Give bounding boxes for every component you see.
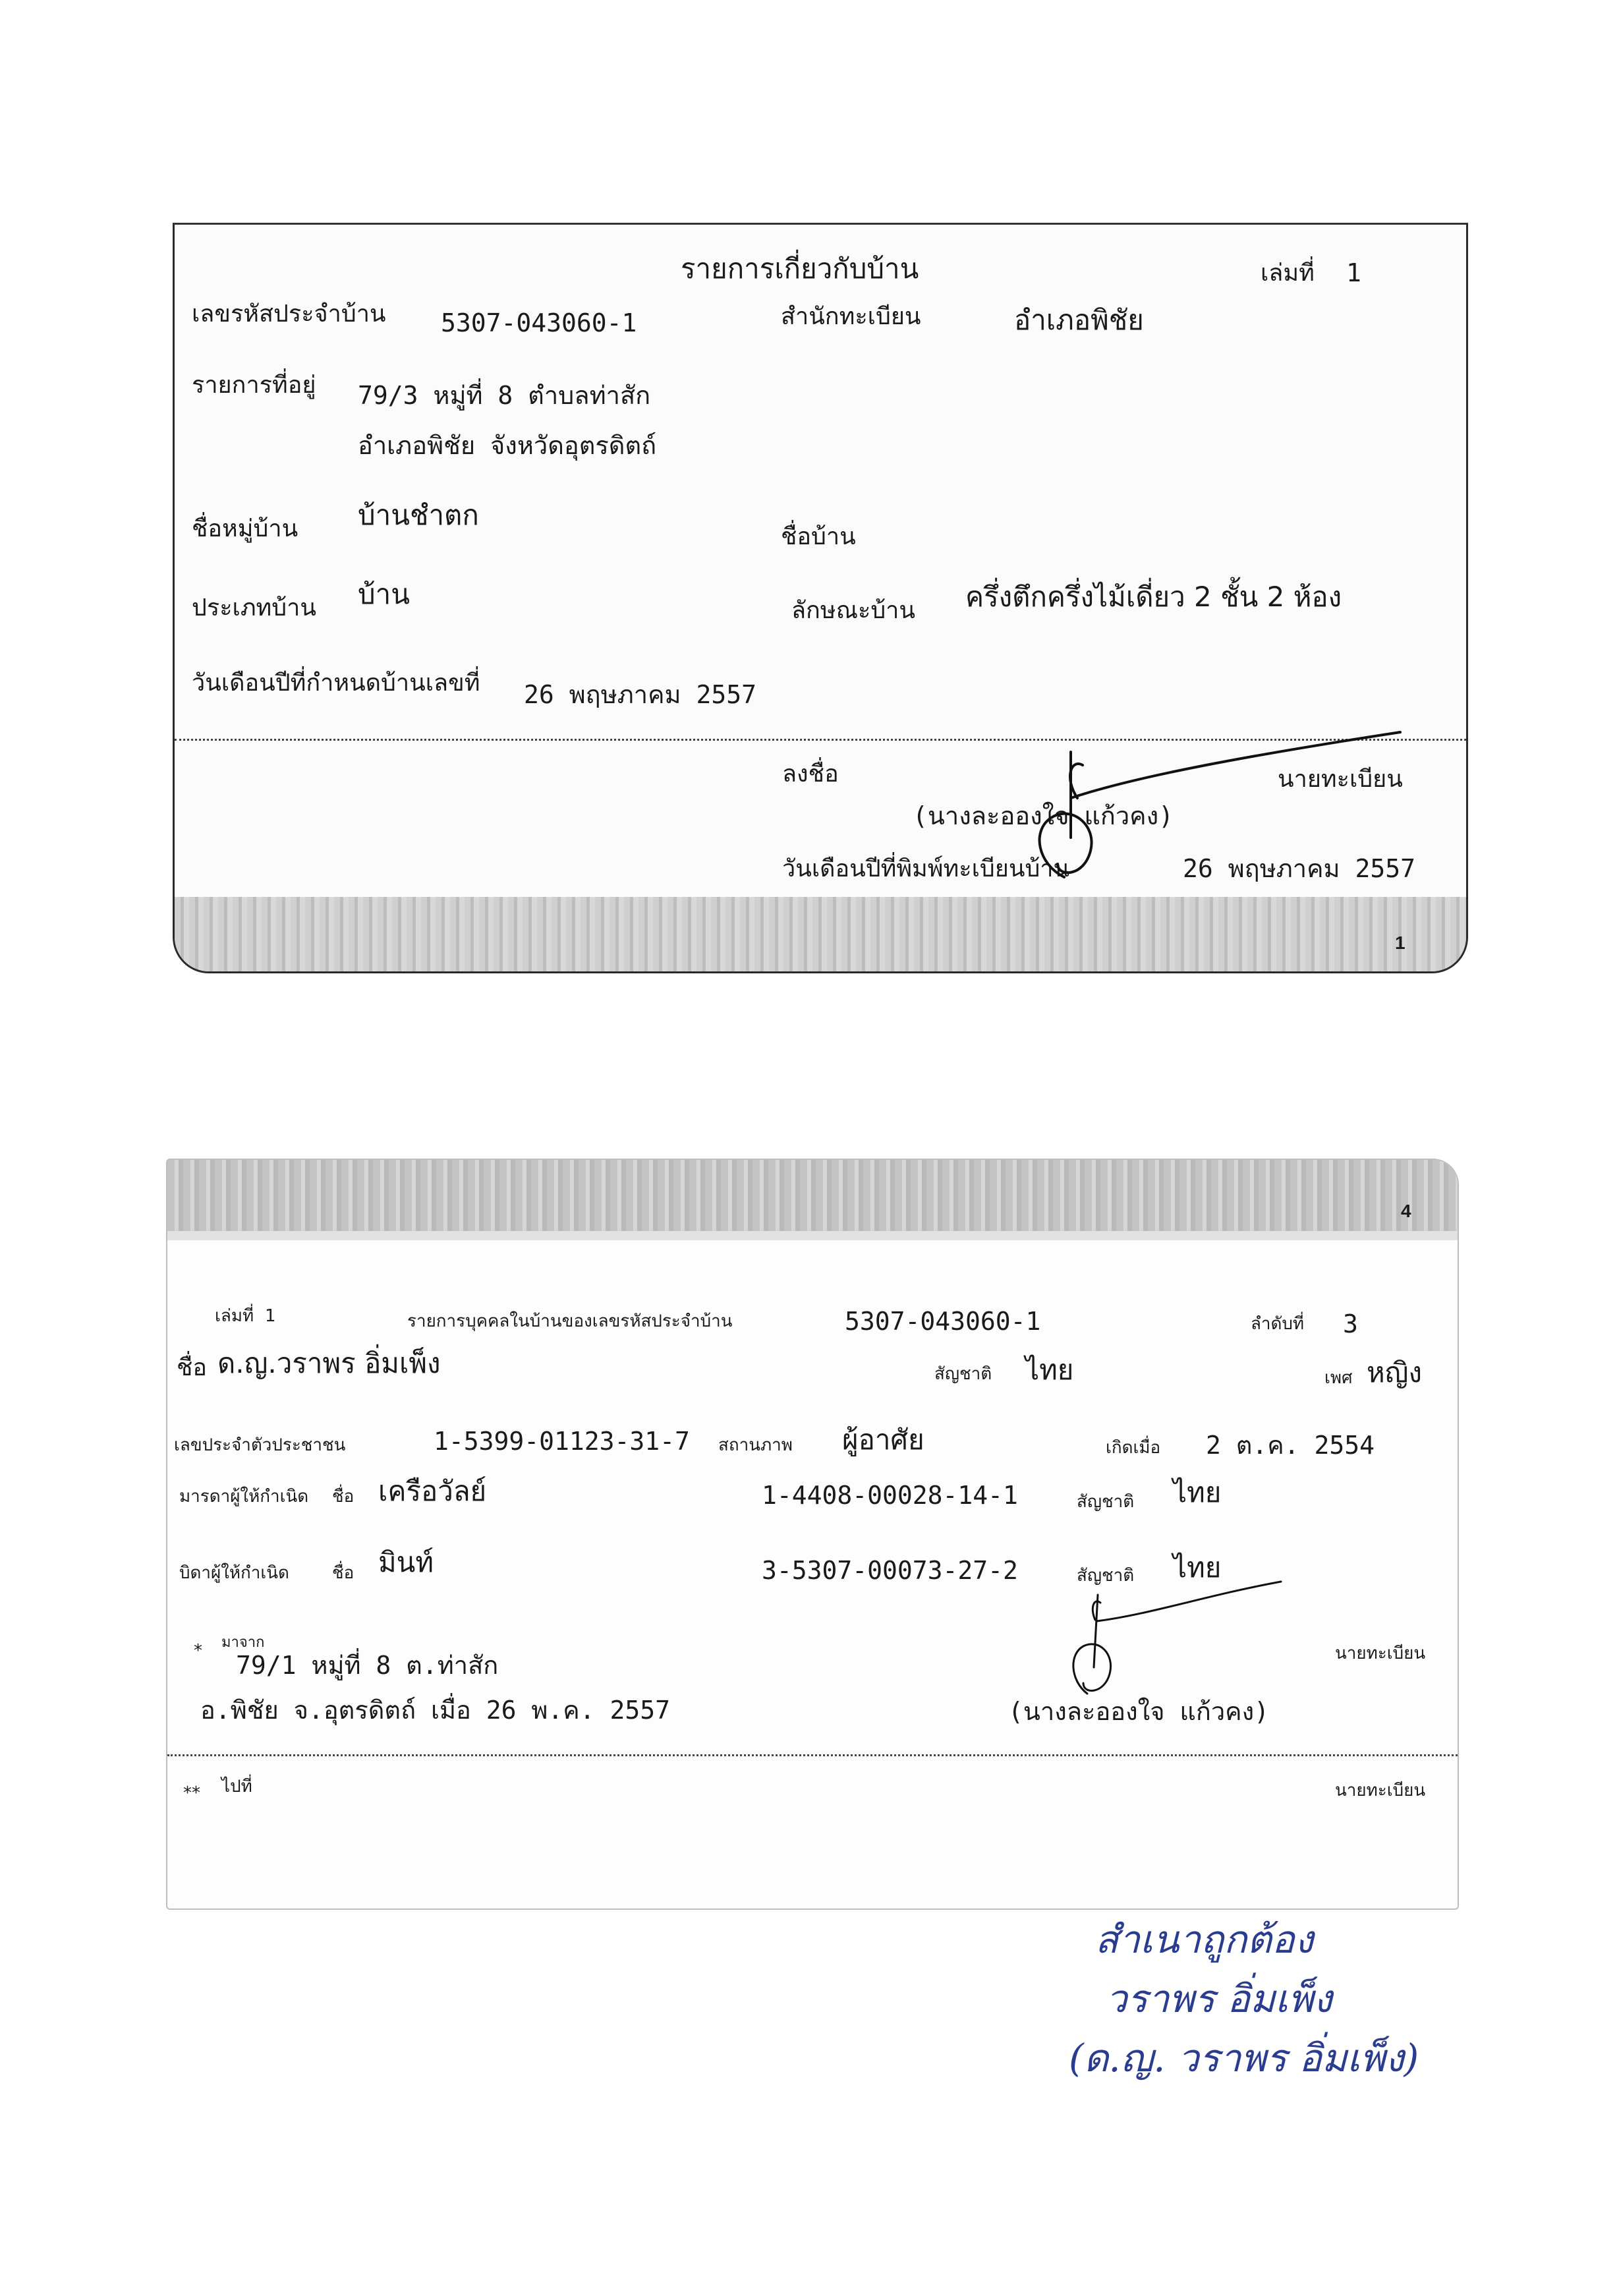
registrar-title-label: นายทะเบียน [1335,1644,1426,1663]
registrar-title-label-2: นายทะเบียน [1335,1781,1426,1800]
assigned-date-value: 26 พฤษภาคม 2557 [524,680,756,709]
from-line-1: 79/1 หมู่ที่ 8 ต.ท่าสัก [236,1651,499,1680]
house-name-label: ชื่อบ้าน [781,523,856,550]
registry-office-value: อำเภอพิชัย [1014,304,1144,336]
order-value: 3 [1343,1309,1358,1338]
person-record-card [166,1159,1459,1910]
status-value: ผู้อาศัย [842,1423,924,1456]
house-record-title: รายการเกี่ยวกับบ้าน [681,252,919,285]
house-code-value: 5307-043060-1 [845,1307,1041,1336]
birth-label: เกิดเมื่อ [1106,1438,1161,1458]
village-label: ชื่อหมู่บ้าน [192,515,298,542]
house-code-label: เลขรหัสประจำบ้าน [192,301,386,328]
house-style-label: ลักษณะบ้าน [791,597,915,624]
id-number: 1-5399-01123-31-7 [434,1427,690,1456]
mother-nationality-label: สัญชาติ [1077,1492,1135,1512]
assigned-date-label: วันเดือนปีที่กำหนดบ้านเลขที่ [192,670,480,697]
address-label: รายการที่อยู่ [192,372,316,399]
father-label: บิดาผู้ให้กำเนิด [179,1563,289,1583]
volume-label: เล่มที่ [215,1306,254,1326]
print-date-value: 26 พฤษภาคม 2557 [1183,854,1415,883]
status-label: สถานภาพ [718,1435,793,1455]
village-value: บ้านชำตก [358,499,479,531]
mother-name: เครือวัลย์ [378,1475,487,1507]
father-nationality: ไทย [1173,1551,1222,1584]
person-list-header: รายการบุคคลในบ้านของเลขรหัสประจำบ้าน [407,1311,733,1331]
nationality-value: ไทย [1025,1354,1074,1386]
house-record-card [173,223,1468,973]
house-code-value: 5307-043060-1 [441,308,637,337]
address-line-1: 79/3 หมู่ที่ 8 ตำบลท่าสัก [358,381,651,410]
sex-label: เพศ [1324,1368,1353,1388]
registrar-signature-1 [1031,666,1453,890]
father-name-label: ชื่อ [332,1563,355,1583]
registrar-name: (นางละอองใจ แก้วคง) [1008,1697,1270,1726]
person-name: ด.ญ.วราพร อิ่มเพ็ง [217,1347,441,1379]
house-type-label: ประเภทบ้าน [192,594,316,621]
mother-name-label: ชื่อ [332,1487,355,1507]
certification-line-2: วราพร อิ่มเพ็ง [1106,1976,1332,2021]
bottom-texture-band [175,897,1466,971]
page-number-1: 1 [1395,933,1406,953]
volume-value: 1 [265,1306,276,1326]
certification-line-3: (ด.ญ. วราพร อิ่มเพ็ง) [1069,2036,1419,2081]
mother-id: 1-4408-00028-14-1 [762,1481,1018,1510]
house-type-value: บ้าน [358,578,410,610]
print-date-label: วันเดือนปีที่พิมพ์ทะเบียนบ้าน [782,855,1070,882]
registry-office-label: สำนักทะเบียน [781,303,921,330]
sex-value: หญิง [1367,1356,1422,1389]
sign-label: ลงชื่อ [782,761,839,788]
birth-date: 2 ต.ค. 2554 [1206,1431,1375,1460]
name-label: ชื่อ [177,1354,208,1381]
volume-label: เล่มที่ [1261,260,1315,287]
from-line-2: อ.พิชัย จ.อุตรดิตถ์ เมื่อ 26 พ.ค. 2557 [200,1696,670,1725]
registrar-signature-2 [1064,1549,1367,1707]
father-name: มินท์ [378,1546,434,1578]
from-label: มาจาก [221,1634,265,1651]
order-label: ลำดับที่ [1251,1314,1305,1334]
mother-label: มารดาผู้ให้กำเนิด [179,1487,309,1507]
father-nationality-label: สัญชาติ [1077,1566,1135,1586]
address-line-2: อำเภอพิชัย จังหวัดอุตรดิตถ์ [358,431,657,460]
nationality-label: สัญชาติ [934,1364,992,1384]
father-id: 3-5307-00073-27-2 [762,1556,1018,1585]
certification-line-1: สำเนาถูกต้อง [1095,1917,1314,1962]
house-style-value: ครึ่งตึกครึ่งไม้เดี่ยว 2 ชั้น 2 ห้อง [965,581,1342,613]
top-texture-edge [167,1231,1458,1240]
separator-line-2 [167,1754,1458,1756]
to-mark: ** [183,1783,200,1803]
mother-nationality: ไทย [1173,1476,1222,1508]
top-texture-band [167,1160,1458,1231]
id-label: เลขประจำตัวประชาชน [174,1435,346,1455]
registrar-title-label: นายทะเบียน [1278,766,1403,793]
from-mark: * [194,1641,202,1661]
registrar-name: (นางละอองใจ แก้วคง) [913,801,1174,830]
volume-value: 1 [1346,258,1361,287]
page-number-4: 4 [1401,1201,1411,1221]
to-label: ไปที่ [221,1777,252,1796]
